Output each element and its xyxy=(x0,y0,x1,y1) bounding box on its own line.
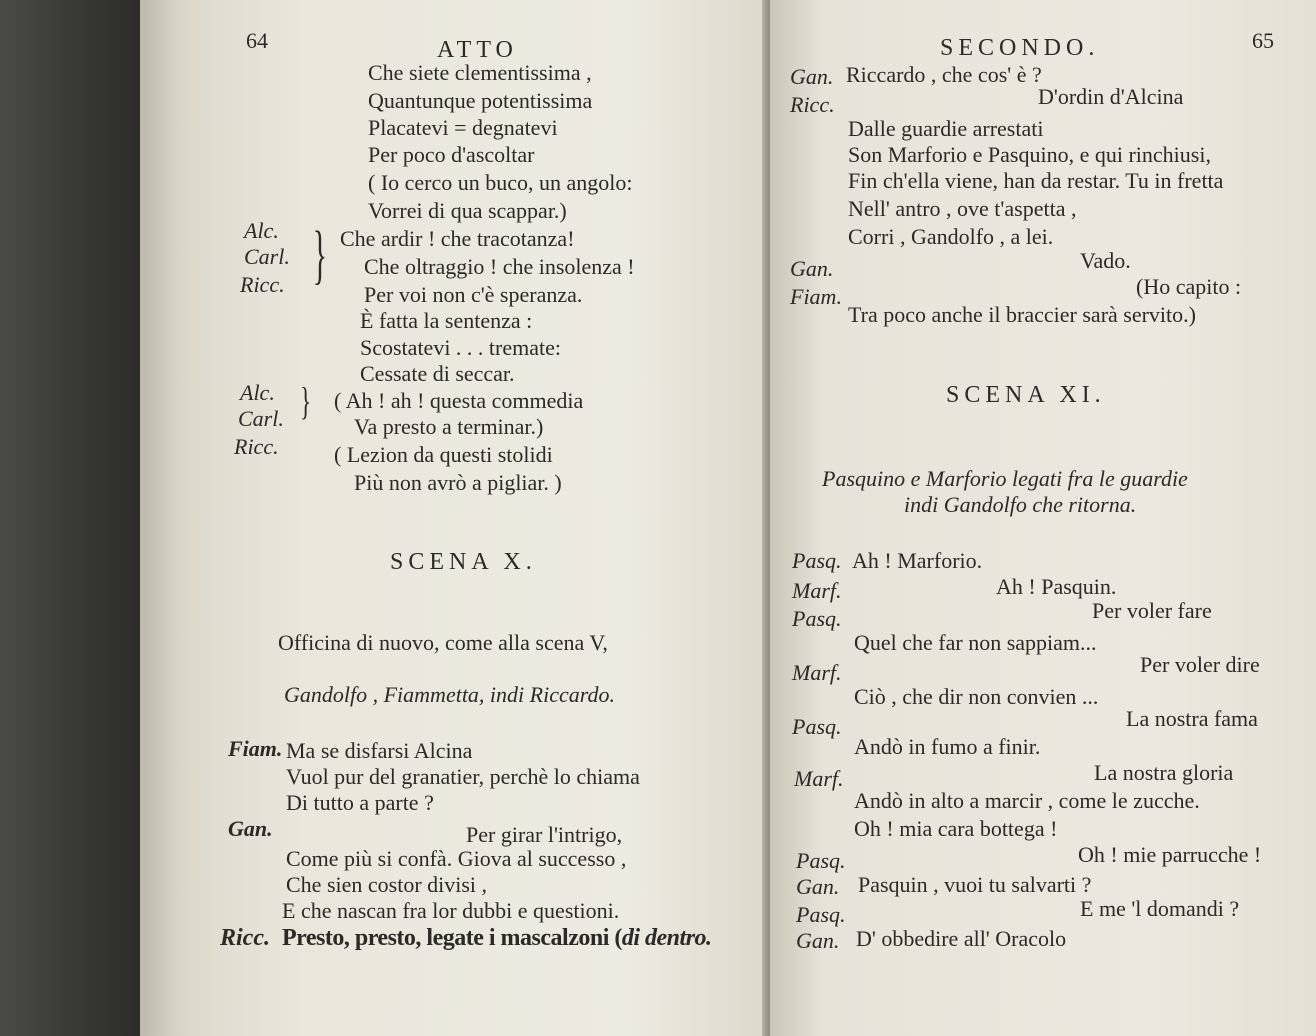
speaker-label: Pasq. xyxy=(796,902,846,927)
dialogue-line: Per voler fare xyxy=(1092,598,1212,623)
dialogue-line: Vuol pur del granatier, perchè lo chiama xyxy=(286,764,640,789)
verse-line: Quantunque potentissima xyxy=(368,88,593,113)
dialogue-line: Fin ch'ella viene, han da restar. Tu in fretta xyxy=(848,168,1224,193)
scene-setting: Officina di nuovo, come alla scena V, xyxy=(278,630,608,655)
dialogue-line: Per voler dire xyxy=(1140,652,1260,677)
speaker-label: Pasq. xyxy=(792,548,842,573)
dialogue-line: Corri , Gandolfo , a lei. xyxy=(848,224,1054,249)
speaker-label: Marf. xyxy=(792,578,842,603)
dialogue-line: E che nascan fra lor dubbi e questioni. xyxy=(282,898,620,923)
scene-setting: indi Gandolfo che ritorna. xyxy=(904,492,1137,517)
verse-line: ( Io cerco un buco, un angolo: xyxy=(368,170,633,195)
brace-mark: } xyxy=(312,218,327,291)
dialogue-line: Ah ! Marforio. xyxy=(852,548,983,573)
stage-direction: di dentro. xyxy=(621,925,712,951)
scene-setting: Pasquino e Marforio legati fra le guardie xyxy=(822,466,1188,491)
scene-characters: Gandolfo , Fiammetta, indi Riccardo. xyxy=(284,682,615,707)
dialogue-line: D' obbedire all' Oracolo xyxy=(856,926,1067,951)
verse-line: È fatta la sentenza : xyxy=(360,308,533,333)
verse-line: Cessate di seccar. xyxy=(360,361,515,386)
dialogue-line: Di tutto a parte ? xyxy=(286,790,434,815)
speaker-label: Gan. xyxy=(796,874,840,899)
dialogue-line: La nostra gloria xyxy=(1094,760,1234,785)
speaker-label: Gan. xyxy=(228,816,273,841)
verse-line: Che ardir ! che tracotanza! xyxy=(340,226,575,251)
verse-line: Che siete clementissima , xyxy=(368,60,592,85)
scene-title-xi: SCENA XI. xyxy=(946,382,1106,408)
dialogue-line: Ma se disfarsi Alcina xyxy=(286,738,473,763)
dialogue-line: Nell' antro , ove t'aspetta , xyxy=(848,196,1077,221)
speaker-label: Marf. xyxy=(794,766,844,791)
verse-line: Che oltraggio ! che insolenza ! xyxy=(364,254,635,279)
dialogue-line: Oh ! mia cara bottega ! xyxy=(854,816,1058,841)
speaker-label: Gan. xyxy=(790,64,834,89)
brace-mark: } xyxy=(300,379,312,424)
dialogue-line: Andò in alto a marcir , come le zucche. xyxy=(854,788,1200,813)
speaker-label: Gan. xyxy=(790,256,834,281)
dialogue-line: Tra poco anche il braccier sarà servito.) xyxy=(848,302,1196,327)
dialogue-line: Che sien costor divisi , xyxy=(286,872,488,897)
dialogue-line: La nostra fama xyxy=(1126,706,1258,731)
running-head-left: ATTO xyxy=(437,37,518,63)
speaker-label: Fiam. xyxy=(790,284,842,309)
verse-line: Placatevi = degnatevi xyxy=(368,115,558,140)
verse-line: ( Lezion da questi stolidi xyxy=(334,442,553,467)
dialogue-line: Ciò , che dir non convien ... xyxy=(854,684,1099,709)
speaker-label: Pasq. xyxy=(796,848,846,873)
dialogue-line: Per girar l'intrigo, xyxy=(466,822,623,847)
dialogue-line: Come più si confà. Giova al successo , xyxy=(286,846,627,871)
dialogue-line: Dalle guardie arrestati xyxy=(848,116,1044,141)
scene-title-x: SCENA X. xyxy=(390,549,537,575)
dialogue-line: D'ordin d'Alcina xyxy=(1038,84,1184,109)
book-spine-background xyxy=(0,0,140,1036)
speaker-label: Alc. xyxy=(240,380,275,405)
page-number-right: 65 xyxy=(1252,28,1274,53)
speaker-label: Pasq. xyxy=(792,606,842,631)
speaker-label: Carl. xyxy=(244,244,290,269)
dialogue-line: Oh ! mie parrucche ! xyxy=(1078,842,1262,867)
speaker-label: Ricc. xyxy=(240,272,285,297)
running-head-right: SECONDO. xyxy=(940,35,1100,61)
verse-line: ( Ah ! ah ! questa commedia xyxy=(334,388,584,413)
dialogue-line: Son Marforio e Pasquino, e qui rinchiusi, xyxy=(848,142,1211,167)
dialogue-line: Andò in fumo a finir. xyxy=(854,734,1041,759)
speaker-label: Ricc. xyxy=(220,925,270,951)
speaker-label: Ricc. xyxy=(790,92,835,117)
verse-line: Scostatevi . . . tremate: xyxy=(360,335,561,360)
dialogue-line: Pasquin , vuoi tu salvarti ? xyxy=(858,872,1092,897)
speaker-label: Pasq. xyxy=(792,714,842,739)
dialogue-line: Riccardo , che cos' è ? xyxy=(846,62,1042,87)
verse-line: Vorrei di qua scappar.) xyxy=(368,198,567,223)
speaker-label: Gan. xyxy=(796,928,840,953)
page-number-left: 64 xyxy=(246,28,268,53)
dialogue-text: Presto, presto, legate i mascalzoni ( xyxy=(282,925,622,951)
dialogue-line: (Ho capito : xyxy=(1136,274,1242,299)
speaker-label: Alc. xyxy=(244,218,279,243)
verse-line: Per poco d'ascoltar xyxy=(368,142,535,167)
verse-line: Per voi non c'è speranza. xyxy=(364,282,583,307)
speaker-label: Carl. xyxy=(238,406,284,431)
verse-line: Va presto a terminar.) xyxy=(354,414,544,439)
speaker-label: Fiam. xyxy=(228,736,283,761)
dialogue-line xyxy=(282,926,712,950)
dialogue-line: Quel che far non sappiam... xyxy=(854,630,1097,655)
dialogue-line: Ah ! Pasquin. xyxy=(996,574,1117,599)
speaker-label: Ricc. xyxy=(234,434,279,459)
dialogue-line: Vado. xyxy=(1080,248,1131,273)
speaker-label: Marf. xyxy=(792,660,842,685)
verse-line: Più non avrò a pigliar. ) xyxy=(354,470,562,495)
dialogue-line: E me 'l domandi ? xyxy=(1080,896,1240,921)
right-page xyxy=(770,0,1316,1036)
left-page xyxy=(200,0,770,1036)
